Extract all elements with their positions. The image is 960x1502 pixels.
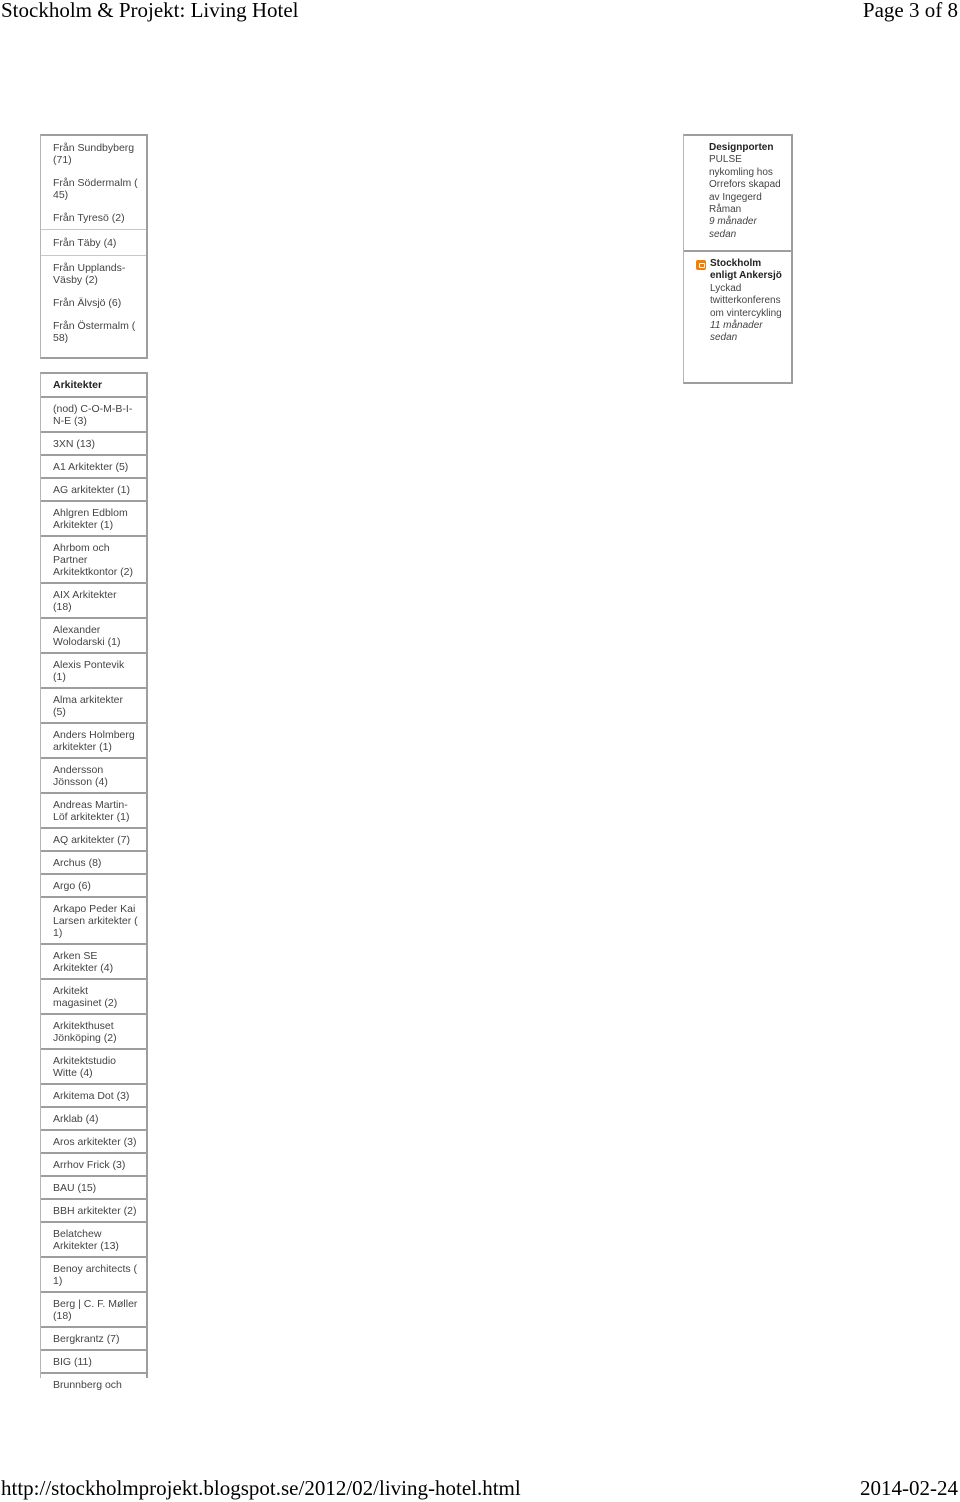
architects-heading: Arkitekter	[41, 374, 146, 398]
list-item[interactable]: (nod) C-O-M-B-I-N-E (3)	[41, 398, 146, 433]
print-header	[0, 0, 960, 24]
print-header-page: Page 3 of 8	[862, 0, 958, 22]
architects-list	[41, 398, 146, 1395]
list-item[interactable]: Från Täby (4)	[41, 230, 146, 256]
list-item[interactable]: Bergkrantz (7)	[41, 1328, 146, 1351]
list-item[interactable]: AIX Arkitekter (18)	[41, 584, 146, 619]
cities-list	[41, 136, 146, 349]
list-item[interactable]: BIG (11)	[41, 1351, 146, 1374]
list-item[interactable]: AQ arkitekter (7)	[41, 829, 146, 852]
list-item[interactable]: Från Sundbyberg (71)	[53, 142, 135, 166]
list-item[interactable]: Ahrbom och Partner Arkitektkontor (2)	[41, 537, 146, 584]
blogger-icon	[696, 260, 706, 270]
feed-source[interactable]: Stockholm enligt Ankersjö	[710, 258, 782, 282]
list-item[interactable]: Benoy architects ( 1)	[41, 1258, 146, 1293]
list-item[interactable]: BAU (15)	[41, 1177, 146, 1200]
print-footer-date: 2014-02-24	[860, 1476, 958, 1500]
list-item[interactable]: Alma arkitekter (5)	[41, 689, 146, 724]
list-item[interactable]: Arkitekthuset Jönköping (2)	[41, 1015, 146, 1050]
list-item[interactable]: Alexander Wolodarski (1)	[41, 619, 146, 654]
feed-source[interactable]: Designporten	[709, 142, 774, 153]
print-footer-url: http://stockholmprojekt.blogspot.se/2012/02/living-hotel.html	[1, 1476, 521, 1500]
list-item[interactable]: Från Södermalm ( 45)	[53, 177, 138, 201]
list-item[interactable]: Belatchew Arkitekter (13)	[41, 1223, 146, 1258]
list-item[interactable]: Arkapo Peder Kai Larsen arkitekter ( 1)	[41, 898, 146, 945]
list-item[interactable]: 3XN (13)	[41, 433, 146, 456]
list-item[interactable]: Alexis Pontevik (1)	[41, 654, 146, 689]
list-item[interactable]: Andersson Jönsson (4)	[41, 759, 146, 794]
feed-age: 9 månader sedan	[709, 216, 757, 240]
list-item[interactable]: Aros arkitekter (3)	[41, 1131, 146, 1154]
list-item[interactable]: Från Östermalm ( 58)	[53, 320, 136, 344]
list-item[interactable]: Archus (8)	[41, 852, 146, 875]
feed-item[interactable]	[684, 250, 791, 351]
list-item[interactable]: Från Tyresö (2)	[41, 206, 146, 230]
print-footer	[0, 1476, 960, 1502]
list-item[interactable]: Arrhov Frick (3)	[41, 1154, 146, 1177]
list-item[interactable]: Arkitema Dot (3)	[41, 1085, 146, 1108]
list-item[interactable]: AG arkitekter (1)	[41, 479, 146, 502]
list-item[interactable]: Arken SE Arkitekter (4)	[41, 945, 146, 980]
feed-title[interactable]: Lyckad twitterkonferens om vintercykling	[710, 282, 782, 319]
list-item[interactable]: Från Älvsjö (6)	[53, 297, 122, 309]
list-item[interactable]: BBH arkitekter (2)	[41, 1200, 146, 1223]
feed-age: 11 månader sedan	[710, 320, 763, 344]
list-item[interactable]: Anders Holmberg arkitekter (1)	[41, 724, 146, 759]
list-item[interactable]: Arkitekt magasinet (2)	[41, 980, 146, 1015]
blog-feed-widget	[683, 134, 793, 384]
list-item[interactable]: A1 Arkitekter (5)	[41, 456, 146, 479]
list-item[interactable]: Ahlgren Edblom Arkitekter (1)	[41, 502, 146, 537]
list-item[interactable]: Brunnberg och	[53, 1379, 122, 1391]
print-header-title: Stockholm & Projekt: Living Hotel	[1, 0, 299, 22]
feed-item[interactable]	[684, 136, 791, 250]
list-item[interactable]: Från Upplands-Väsby (2)	[53, 262, 126, 286]
list-item[interactable]: Berg | C. F. Møller (18)	[41, 1293, 146, 1328]
feed-title[interactable]: PULSE nykomling hos Orrefors skapad av Ingegerd Råman	[709, 154, 781, 216]
list-item[interactable]: Arkitektstudio Witte (4)	[41, 1050, 146, 1085]
list-item[interactable]: Arklab (4)	[41, 1108, 146, 1131]
cities-widget	[40, 134, 148, 359]
list-item[interactable]: Argo (6)	[41, 875, 146, 898]
list-item[interactable]: Andreas Martin-Löf arkitekter (1)	[41, 794, 146, 829]
architects-widget	[40, 372, 148, 1391]
